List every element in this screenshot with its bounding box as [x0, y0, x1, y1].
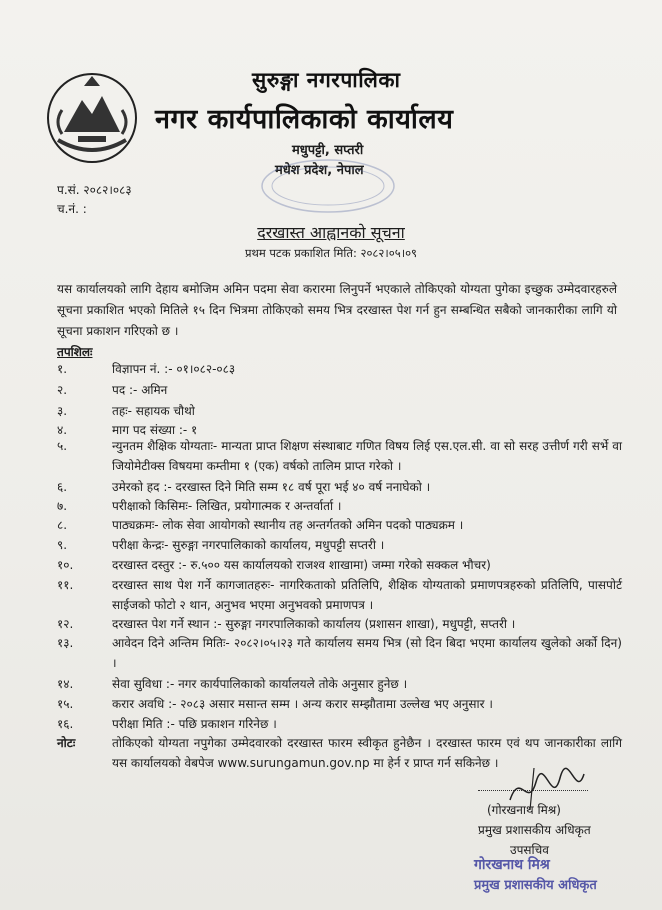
item-number: १६.: [57, 717, 74, 731]
item-number: १५.: [57, 697, 74, 711]
signatory-rank: उपसचिव: [510, 843, 549, 857]
item-text: करार अवधि :- २०८३ असार मसान्त सम्म । अन्य करार सम्झौतामा उल्लेख भए अनुसार ।: [112, 697, 493, 711]
nepal-emblem-icon: [44, 70, 140, 166]
item-text: माग पद संख्या :- १: [112, 423, 198, 437]
item-number: १३.: [57, 636, 74, 650]
item-number: ८.: [57, 518, 68, 532]
office-name: नगर कार्यपालिकाको कार्यालय: [155, 104, 454, 135]
item-text: परीक्षाको किसिमः- लिखित, प्रयोगात्मक र अन्तर्वार्ता ।: [112, 499, 342, 513]
item-number: १४.: [57, 677, 74, 691]
item-text: परीक्षा मिति :- पछि प्रकाशन गरिनेछ ।: [112, 717, 277, 731]
note-label: नोटः: [57, 736, 76, 750]
item-number: ६.: [57, 480, 68, 494]
item-number: २.: [57, 383, 68, 397]
item-text: पाठ्यक्रमः- लोक सेवा आयोगको स्थानीय तह अन्तर्गतको अमिन पदको पाठ्यक्रम ।: [112, 518, 464, 532]
item-number: ५.: [57, 439, 68, 453]
item-text: परीक्षा केन्द्रः- सुरुङ्गा नगरपालिकाको कार्यालय, मधुपट्टी सप्तरी ।: [112, 538, 385, 552]
item-text: दरखास्त पेश गर्ने स्थान :- सुरुङ्गा नगरपालिकाको कार्यालय (प्रशासन शाखा), मधुपट्टी, सप्तरी ।: [112, 617, 516, 631]
item-text: दरखास्त दस्तुर :- रु.५०० यस कार्यालयको राजश्व शाखामा) जम्मा गरेको सक्कल भौचर): [112, 558, 491, 572]
chalani-number: च.नं. :: [57, 202, 87, 216]
publish-date: प्रथम पटक प्रकाशित मिति: २०८२।०५।०९: [244, 246, 418, 260]
item-number: ९.: [57, 538, 68, 552]
signature-line: [478, 790, 588, 791]
item-text: आवेदन दिने अन्तिम मितिः- २०८२।०५।२३ गते कार्यालय समय भित्र (सो दिन बिदा भएमा कार्यालय खुलेको अर्को दिन) ।: [112, 636, 622, 670]
municipality-name: सुरुङ्गा नगरपालिका: [252, 68, 401, 92]
patra-sankhya: प.सं. २०८२।०८३: [57, 183, 132, 197]
note-text: तोकिएको योग्यता नपुगेका उम्मेदवारको दरखास्त फारम स्वीकृत हुनेछैन । दरखास्त फारम एवं थप जानकारीका लागि यस कार्यालयको वेबपेज www.surungamun.gov.np मा हेर्न र प्राप्त गर्न सकिनेछ ।: [112, 736, 622, 770]
item-text: विज्ञापन नं. :- ०१।०८२-०८३: [112, 362, 236, 376]
item-text: सेवा सुविधा :- नगर कार्यपालिकाको कार्यालयले तोके अनुसार हुनेछ ।: [112, 677, 408, 691]
item-number: ११.: [57, 578, 74, 592]
item-text: न्युनतम शैक्षिक योग्यताः- मान्यता प्राप्त शिक्षण संस्थाबाट गणित विषय लिई एस.एल.सी. वा सो सरह उत्तीर्ण गरी सर्भे वा जियोमेटीक्स विषयमा कम्तीमा १ (एक) वर्षको तालिम प्राप्त गरेको ।: [112, 439, 622, 473]
designation-stamp: प्रमुख प्रशासकीय अधिकृत: [474, 878, 597, 893]
details-heading: तपशिलः: [57, 345, 93, 359]
item-text: तहः- सहायक चौथो: [112, 404, 195, 418]
item-text: पद :- अमिन: [112, 383, 168, 397]
item-number: १२.: [57, 617, 74, 631]
name-stamp: गोरखनाथ मिश्र: [474, 857, 550, 873]
item-number: १०.: [57, 558, 74, 572]
item-number: ३.: [57, 404, 68, 418]
signatory-designation: प्रमुख प्रशासकीय अधिकृत: [478, 823, 591, 837]
notice-title: दरखास्त आह्वानको सूचना: [257, 223, 405, 242]
item-number: ४.: [57, 423, 68, 437]
item-text: उमेरको हद :- दरखास्त दिने मिति सम्म १८ वर्ष पूरा भई ४० वर्ष ननाघेको ।: [112, 480, 431, 494]
location-line-2: मधेश प्रदेश, नेपाल: [275, 163, 364, 178]
office-stamp-icon: [258, 156, 398, 216]
item-text: दरखास्त साथ पेश गर्ने कागजातहरुः- नागरिकताको प्रतिलिपि, शैक्षिक योग्यताको प्रमाणपत्रहरुको प्रतिलिपि, पासपोर्ट साईजको फोटो २ थान, अनुभव भएमा अनुभवको प्रमाणपत्र ।: [112, 578, 622, 612]
item-number: ७.: [57, 499, 68, 513]
signatory-name: (गोरखनाथ मिश्र): [487, 803, 561, 817]
location-line-1: मधुपट्टी, सप्तरी: [292, 143, 364, 158]
intro-paragraph: यस कार्यालयको लागि देहाय बमोजिम अमिन पदमा सेवा करारमा लिनुपर्ने भएकाले तोकिएको योग्यता पुगेका इच्छुक उम्मेदवारहरुले सूचना प्रकाशित भएको मितिले १५ दिन भित्रमा तोकिएको समय भित्र दरखास्त पेश गर्न हुन सम्बन्धित सबैको जानकारीका लागि यो सूचना प्रकाशन गरिएको छ ।: [57, 282, 617, 338]
item-number: १.: [57, 362, 68, 376]
